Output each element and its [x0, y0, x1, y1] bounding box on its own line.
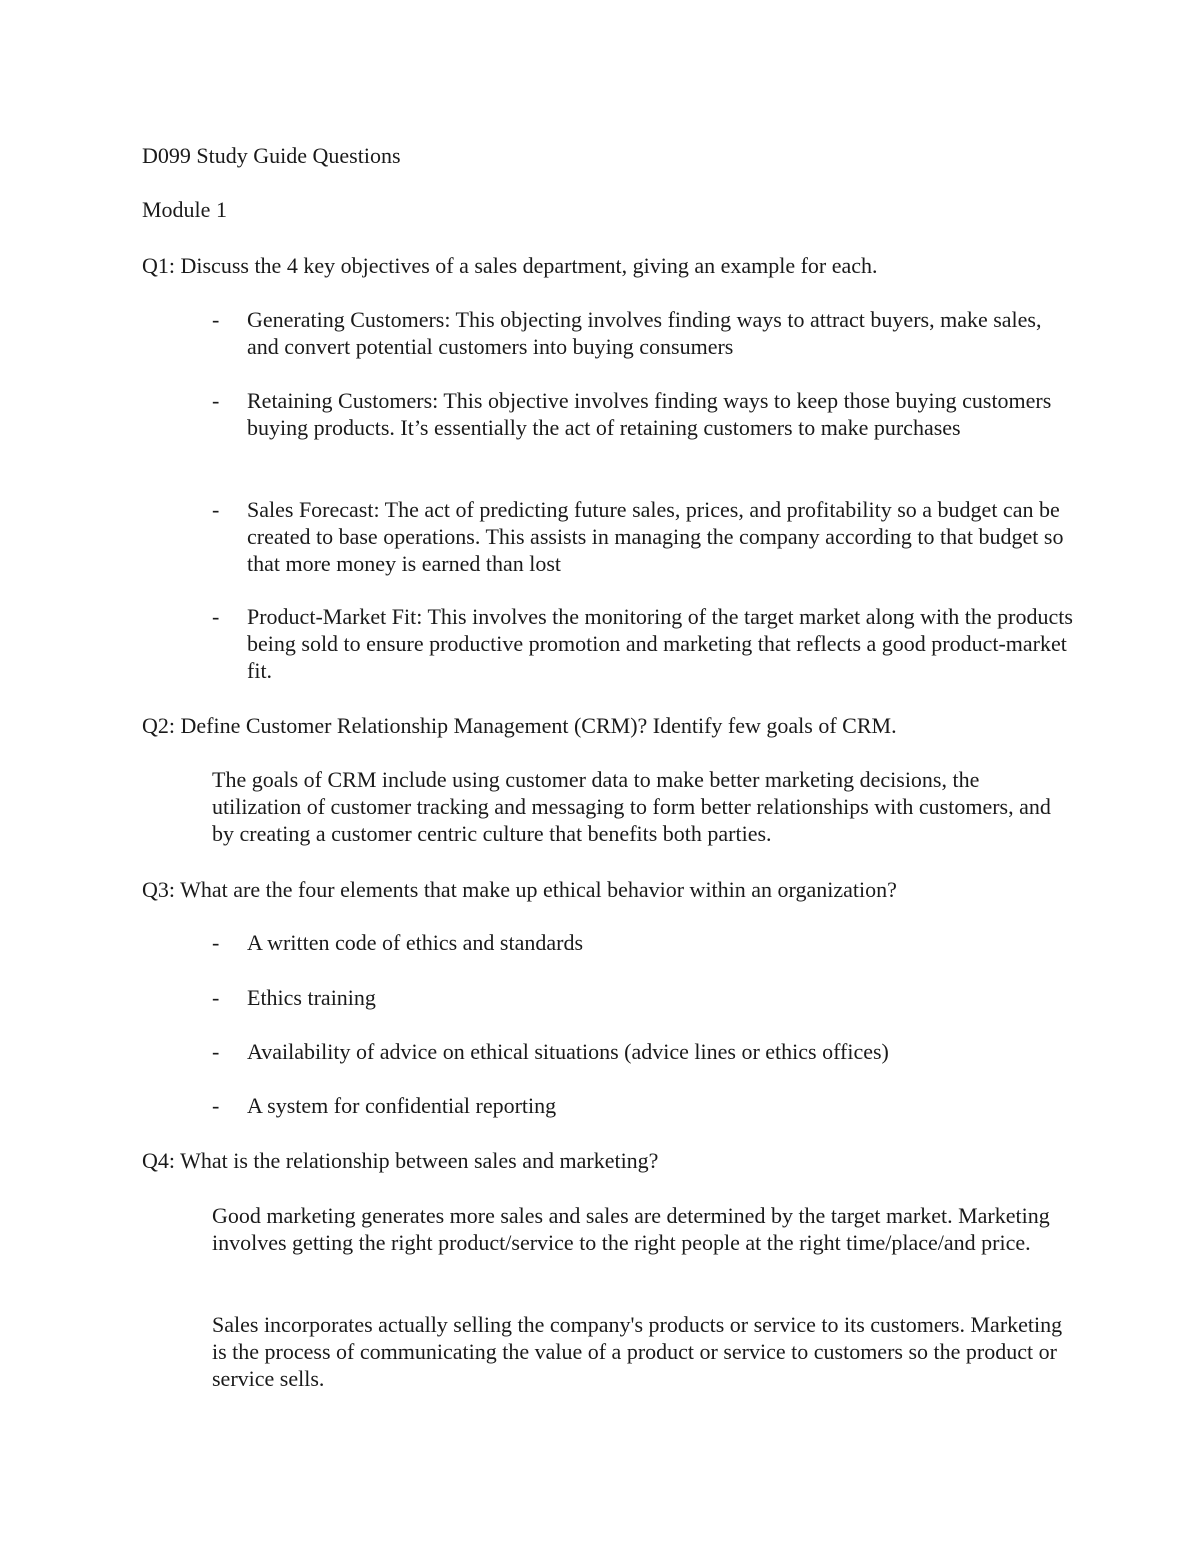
bullet-dash: -	[212, 604, 220, 629]
module-heading: Module 1	[142, 197, 227, 222]
q3-bullet-confidential-reporting: A system for confidential reporting	[247, 1093, 557, 1118]
question-1: Q1: Discuss the 4 key objectives of a sales department, giving an example for each.	[142, 253, 878, 278]
question-2: Q2: Define Customer Relationship Management (CRM)? Identify few goals of CRM.	[142, 713, 897, 738]
q1-bullet-sales-forecast: Sales Forecast: The act of predicting future sales, prices, and profitability so a budget can be created to base operations. This assists in managing the company according to that budget so that more money is earned than lost	[247, 497, 1064, 576]
bullet-dash: -	[212, 1039, 220, 1064]
bullet-dash: -	[212, 985, 220, 1010]
q1-bullet-generating-customers: Generating Customers: This objecting involves finding ways to attract buyers, make sales, and convert potential customers into buying consumers	[247, 307, 1042, 359]
document-title: D099 Study Guide Questions	[142, 143, 401, 168]
q4-answer-paragraph: Good marketing generates more sales and sales are determined by the target market. Marketing involves getting the right product/service to the right people at the right time/place/and price.	[212, 1203, 1050, 1255]
q4-answer-paragraph: Sales incorporates actually selling the company's products or service to its customers. Marketing is the process of communicating the value of a product or service to customers so the product or service sells.	[212, 1312, 1063, 1391]
bullet-dash: -	[212, 307, 220, 332]
bullet-dash: -	[212, 497, 220, 522]
bullet-dash: -	[212, 930, 220, 955]
q3-bullet-code-of-ethics: A written code of ethics and standards	[247, 930, 584, 955]
question-3: Q3: What are the four elements that make up ethical behavior within an organization?	[142, 877, 897, 902]
q3-bullet-ethics-training: Ethics training	[247, 985, 376, 1010]
q1-bullet-product-market-fit: Product-Market Fit: This involves the monitoring of the target market along with the products being sold to ensure productive promotion and marketing that reflects a good product-market fit.	[247, 604, 1073, 683]
q1-bullet-retaining-customers: Retaining Customers: This objective involves finding ways to keep those buying customers buying products. It’s essentially the act of retaining customers to make purchases	[247, 388, 1052, 440]
q2-answer: The goals of CRM include using customer data to make better marketing decisions, the utilization of customer tracking and messaging to form better relationships with customers, and by creating a customer centric culture that benefits both parties.	[212, 767, 1051, 846]
bullet-dash: -	[212, 388, 220, 413]
question-4: Q4: What is the relationship between sales and marketing?	[142, 1148, 659, 1173]
bullet-dash: -	[212, 1093, 220, 1118]
q3-bullet-advice-availability: Availability of advice on ethical situations (advice lines or ethics offices)	[247, 1039, 889, 1064]
